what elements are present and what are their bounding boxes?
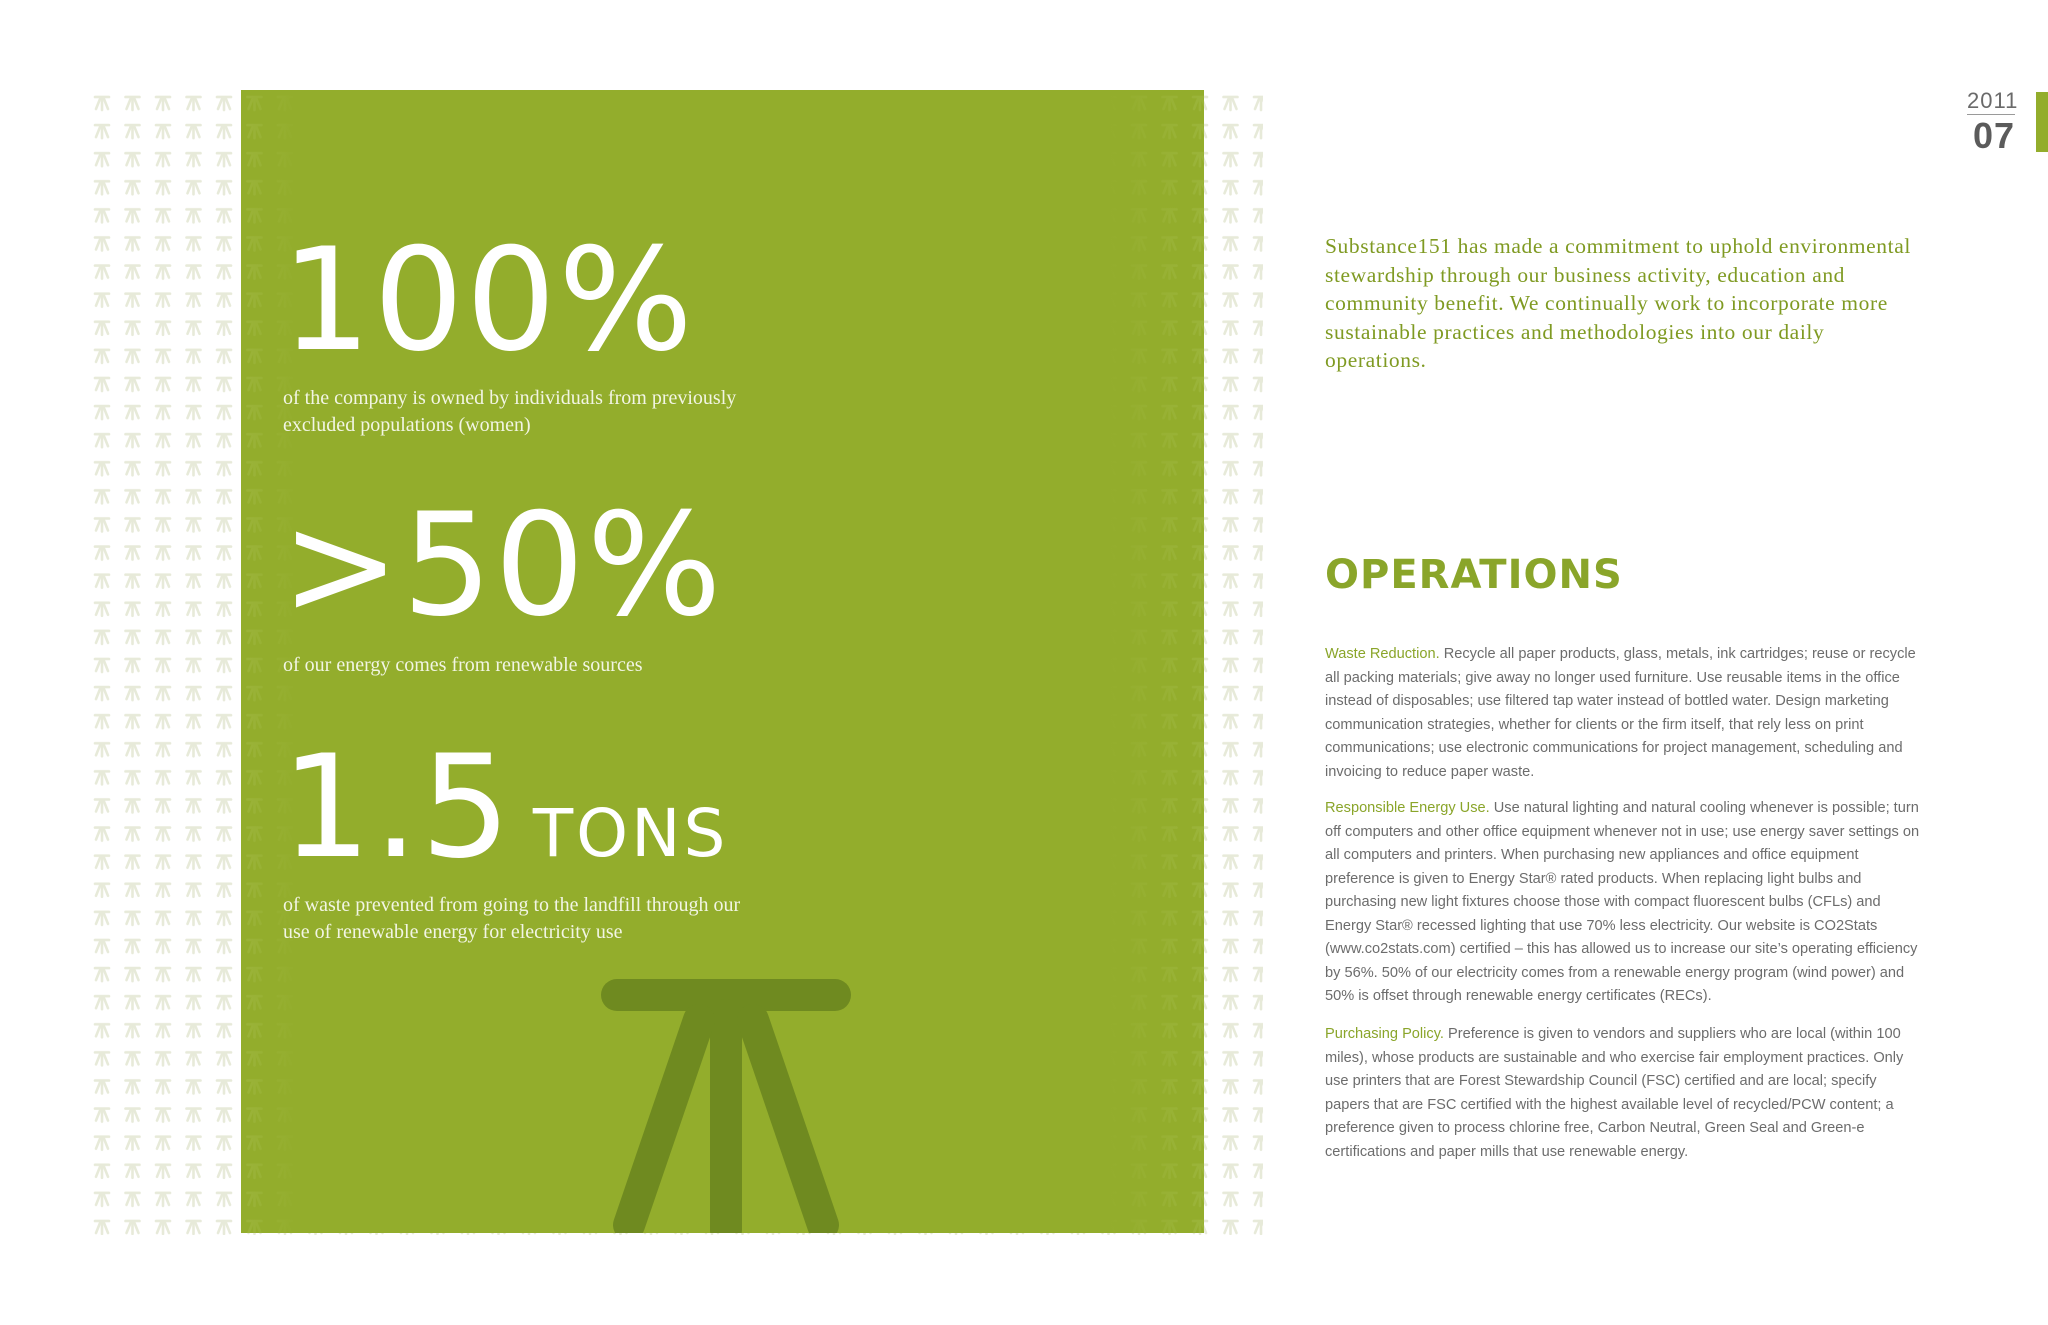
stat-waste-value: 1.5 (281, 725, 513, 890)
operations-paragraph-waste (1325, 643, 1925, 784)
paragraph-title: Waste Reduction. (1325, 646, 1440, 662)
page-number: 07 (1972, 115, 2015, 156)
stat-energy-number: >50% (281, 483, 724, 648)
intro-paragraph: Substance151 has made a commitment to uphold environmental stewardship through our business activity, education and community benefit. We continually work to incorporate more sustainable practices and methodologies into our daily operations. (1325, 234, 1911, 372)
stat-waste-number (281, 725, 729, 890)
stat-waste-unit: TONS (532, 795, 729, 872)
substance151-logo-icon (601, 975, 851, 1233)
paragraph-body: Recycle all paper products, glass, metals, ink cartridges; reuse or recycle all packing materials; give away no longer used furniture. Use reusable items in the office instead of disposables; use filtered tap water instead of bottled water. Design marketing communication strategies, whether for clients or the firm itself, that rely less on print communications; use electronic communications for project management, scheduling and invoicing to reduce paper waste. (1325, 646, 1916, 780)
stat-waste-description (283, 892, 843, 946)
stat-energy-description (283, 652, 843, 679)
paragraph-body: Preference is given to vendors and suppliers who are local (within 100 miles), whose products are sustainable and who exercise fair employment practices. Only use printers that are Forest Stewardship Council (FSC) certified and are local; specify papers that are FSC certified with the highest available level of recycled/PCW content; a preference given to process chlorine free, Carbon Neutral, Green Seal and Green-e certifications and paper mills that use renewable energy. (1325, 1026, 1904, 1160)
operations-paragraph-energy (1325, 797, 1925, 1009)
stat-energy-line1: of our energy comes from renewable sources (283, 654, 643, 676)
stat-ownership-description (283, 385, 843, 439)
paragraph-title: Responsible Energy Use. (1325, 800, 1490, 816)
stat-waste-line2: use of renewable energy for electricity use (283, 921, 623, 943)
operations-paragraph-purchasing (1325, 1023, 1925, 1164)
stat-ownership-line1: of the company is owned by individuals from previously (283, 387, 737, 409)
paragraph-title: Purchasing Policy. (1325, 1026, 1444, 1042)
stat-waste-line1: of waste prevented from going to the landfill through our (283, 894, 741, 916)
stat-ownership-line2: excluded populations (women) (283, 414, 531, 436)
page-year: 2011 (1967, 88, 2019, 113)
paragraph-body: Use natural lighting and natural cooling whenever is possible; turn off computers and other office equipment whenever not in use; use energy saver settings on all computers and printers. When purchasing new appliances and office equipment preference is given to Energy Star® rated products. When replacing light bulbs and purchasing new light fixtures choose those with compact fluorescent bulbs (CFLs) and Energy Star® recessed lighting that use 70% less electricity. Our website is CO2Stats (www.co2stats.com) certified – this has allowed us to increase our site’s operating efficiency by 56%. 50% of our electricity comes from a renewable energy program (wind power) and 50% is offset through renewable energy certificates (RECs). (1325, 800, 1920, 1004)
stat-ownership-number: 100% (281, 218, 695, 383)
page-tab-marker (2036, 92, 2048, 152)
stats-panel (241, 90, 1204, 1233)
section-heading: OPERATIONS (1325, 552, 1623, 598)
